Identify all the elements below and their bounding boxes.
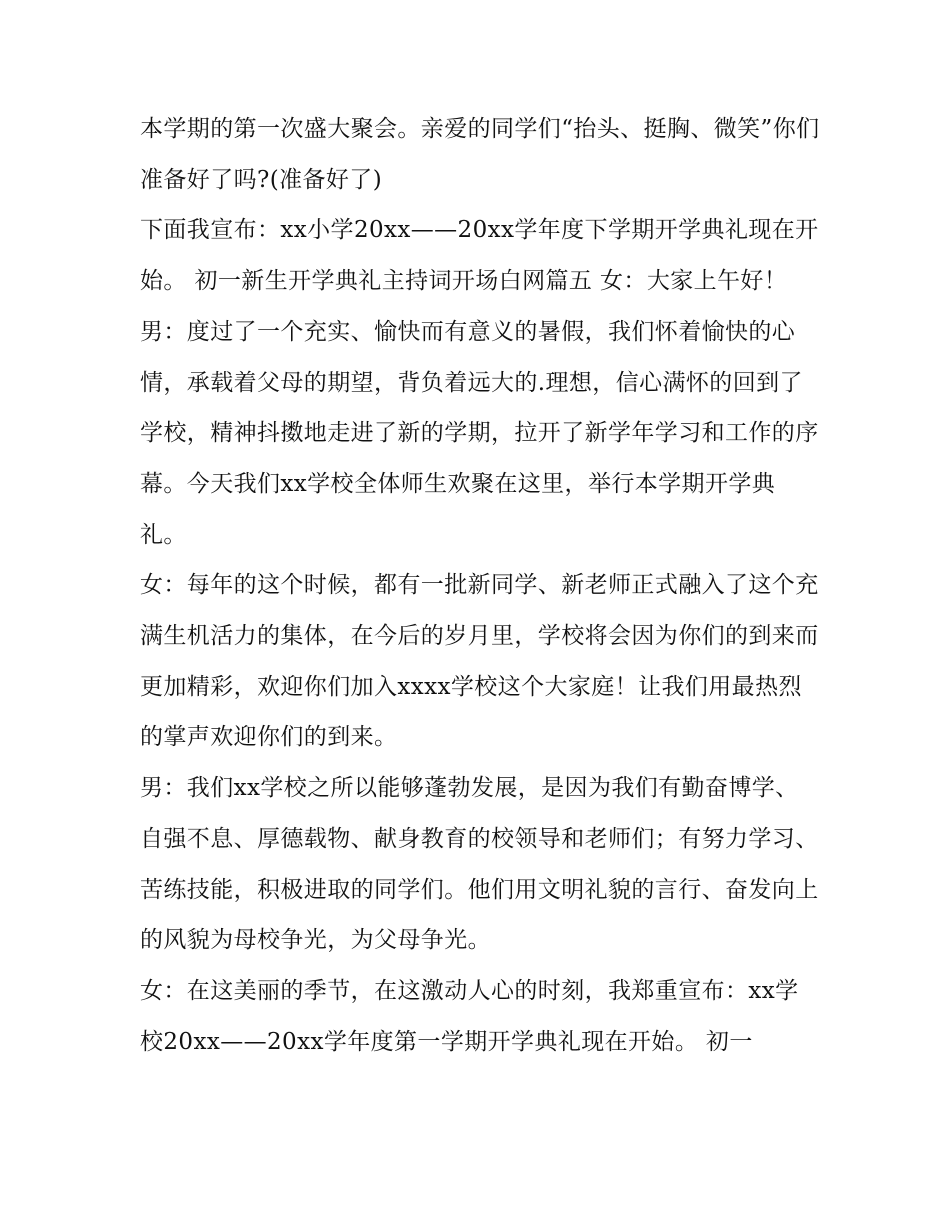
paragraph-5: 男：我们xx学校之所以能够蓬勃发展，是因为我们有勤奋博学、自强不息、厚德载物、献身教育的校领导和老师们；有努力学习、苦练技能，积极进取的同学们。他们用文明礼貌的言行、奋发向上的风貌为母校争光，为父母争光。 [140, 775, 819, 954]
document-body [140, 104, 820, 1067]
paragraph-3: 男：度过了一个充实、愉快而有意义的暑假，我们怀着愉快的心情，承载着父母的期望，背负着远大的.理想，信心满怀的回到了学校，精神抖擞地走进了新的学期，拉开了新学年学习和工作的序幕。今天我们xx学校全体师生欢聚在这里，举行本学期开学典礼。 [140, 318, 819, 548]
paragraph-2: 下面我宣布：xx小学20xx——20xx学年度下学期开学典礼现在开始。 初一新生开学典礼主持词开场白网篇五 女：大家上午好！ [140, 217, 819, 295]
paragraph-6: 女：在这美丽的季节，在这激动人心的时刻，我郑重宣布：xx学校20xx——20xx学年度第一学期开学典礼现在开始。 初一 [140, 977, 799, 1055]
paragraph-4: 女：每年的这个时候，都有一批新同学、新老师正式融入了这个充满生机活力的集体，在今后的岁月里，学校将会因为你们的到来而更加精彩，欢迎你们加入xxxx学校这个大家庭！让我们用最热烈的掌声欢迎你们的到来。 [140, 572, 819, 751]
paragraph-1: 本学期的第一次盛大聚会。亲爱的同学们“抬头、挺胸、微笑”你们准备好了吗?(准备好了) [140, 116, 820, 193]
